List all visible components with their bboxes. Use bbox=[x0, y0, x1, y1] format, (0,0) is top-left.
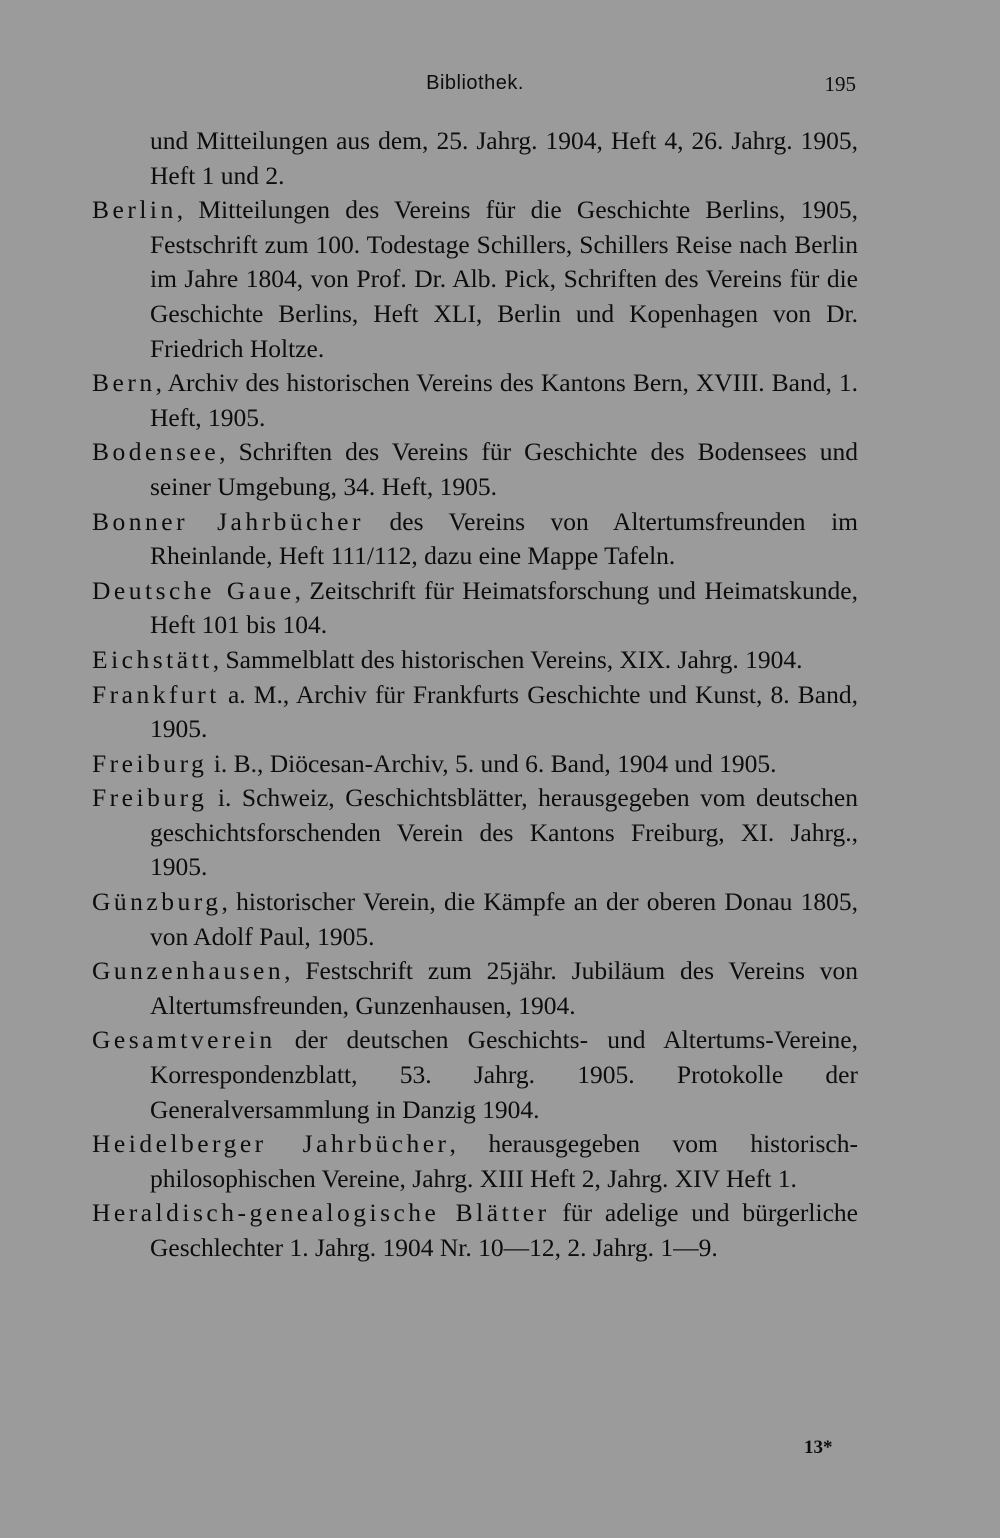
bibliography-entry bbox=[92, 574, 858, 643]
bibliography-list bbox=[92, 124, 858, 1266]
bibliography-entry bbox=[92, 1023, 858, 1127]
bibliography-entry bbox=[92, 366, 858, 435]
entry-keyword: Berlin bbox=[92, 195, 177, 225]
entry-text: und Mitteilungen aus dem, 25. Jahrg. 1904, Heft 4, 26. Jahrg. 1905, Heft 1 und 2. bbox=[150, 126, 858, 190]
entry-text: , Schriften des Vereins für Geschichte des Bodensees und seiner Umgebung, 34. Heft, 1905. bbox=[150, 437, 858, 501]
bibliography-entry bbox=[92, 435, 858, 504]
entry-keyword: Bern bbox=[92, 368, 156, 398]
entry-text: , Archiv des historischen Vereins des Kantons Bern, XVIII. Band, 1. Heft, 1905. bbox=[150, 368, 858, 432]
entry-keyword: Freiburg bbox=[92, 783, 208, 813]
entry-text: des Vereins von Altertumsfreunden im Rheinlande, Heft 111/112, dazu eine Mappe Tafeln. bbox=[150, 506, 858, 571]
running-header bbox=[92, 72, 858, 102]
entry-keyword: Heidelberger Jahrbücher bbox=[92, 1129, 450, 1159]
entry-text: i. Schweiz, Geschichtsblätter, herausgegeben vom deutschen geschichtsforschenden Verein des Kantons Freiburg, XI. Jahrg., 1905. bbox=[150, 783, 858, 882]
bibliography-entry bbox=[92, 747, 858, 782]
running-title: Bibliothek. bbox=[426, 72, 524, 94]
bibliography-entry bbox=[92, 1196, 858, 1265]
bibliography-entry bbox=[92, 781, 858, 885]
bibliography-entry bbox=[92, 885, 858, 954]
entry-keyword: Gesamtverein bbox=[92, 1025, 276, 1055]
entry-keyword: Bodensee bbox=[92, 437, 220, 467]
entry-text: , Festschrift zum 25jähr. Jubiläum des Vereins von Altertumsfreunden, Gunzenhausen, 1904. bbox=[150, 956, 858, 1020]
bibliography-entry bbox=[92, 643, 858, 678]
entry-keyword: Günzburg bbox=[92, 887, 222, 917]
entry-text: i. B., Diöcesan-Archiv, 5. und 6. Band, 1904 und 1905. bbox=[207, 748, 777, 778]
entry-keyword: Gunzenhausen bbox=[92, 956, 285, 986]
entry-text: a. M., Archiv für Frankfurts Geschichte und Kunst, 8. Band, 1905. bbox=[150, 679, 858, 744]
entry-keyword: Eichstätt bbox=[92, 644, 213, 674]
entry-keyword: Deutsche Gaue bbox=[92, 575, 295, 605]
bibliography-entry bbox=[92, 678, 858, 747]
bibliography-entry bbox=[92, 1127, 858, 1196]
entry-text: für adelige und bürgerliche Geschlechter 1. Jahrg. 1904 Nr. 10—12, 2. Jahrg. 1—9. bbox=[150, 1198, 858, 1262]
entry-text: , herausgegeben vom historisch-philosophischen Vereine, Jahrg. XIII Heft 2, Jahrg. XIV Heft 1. bbox=[150, 1129, 858, 1193]
bibliography-entry bbox=[92, 124, 858, 193]
entry-keyword: Heraldisch-genealogische Blätter bbox=[92, 1198, 550, 1228]
entry-keyword: Bonner Jahrbücher bbox=[92, 506, 364, 536]
entry-keyword: Frankfurt bbox=[92, 679, 220, 709]
entry-text: der deutschen Geschichts- und Altertums-Vereine, Korrespondenzblatt, 53. Jahrg. 1905. Protokolle der Generalversammlung in Danzig 1904. bbox=[150, 1025, 858, 1124]
bibliography-entry bbox=[92, 193, 858, 366]
entry-text: , Zeitschrift für Heimatsforschung und Heimatskunde, Heft 101 bis 104. bbox=[150, 575, 858, 640]
entry-text: , Sammelblatt des historischen Vereins, XIX. Jahrg. 1904. bbox=[212, 644, 803, 674]
entry-text: , historischer Verein, die Kämpfe an der oberen Donau 1805, von Adolf Paul, 1905. bbox=[150, 887, 858, 951]
entry-text: , Mitteilungen des Vereins für die Geschichte Berlins, 1905, Festschrift zum 100. Todestage Schillers, Schillers Reise nach Berlin im Jahre 1804, von Prof. Dr. Alb. Pick, Schriften des Vereins für die Geschichte Berlins, Heft XLI, Berlin und Kopenhagen von Dr. Friedrich Holtze. bbox=[150, 195, 858, 363]
bibliography-entry bbox=[92, 505, 858, 574]
signature-mark: 13* bbox=[804, 1437, 833, 1458]
bibliography-entry bbox=[92, 954, 858, 1023]
page-number: 195 bbox=[824, 72, 856, 96]
entry-keyword: Freiburg bbox=[92, 748, 208, 778]
